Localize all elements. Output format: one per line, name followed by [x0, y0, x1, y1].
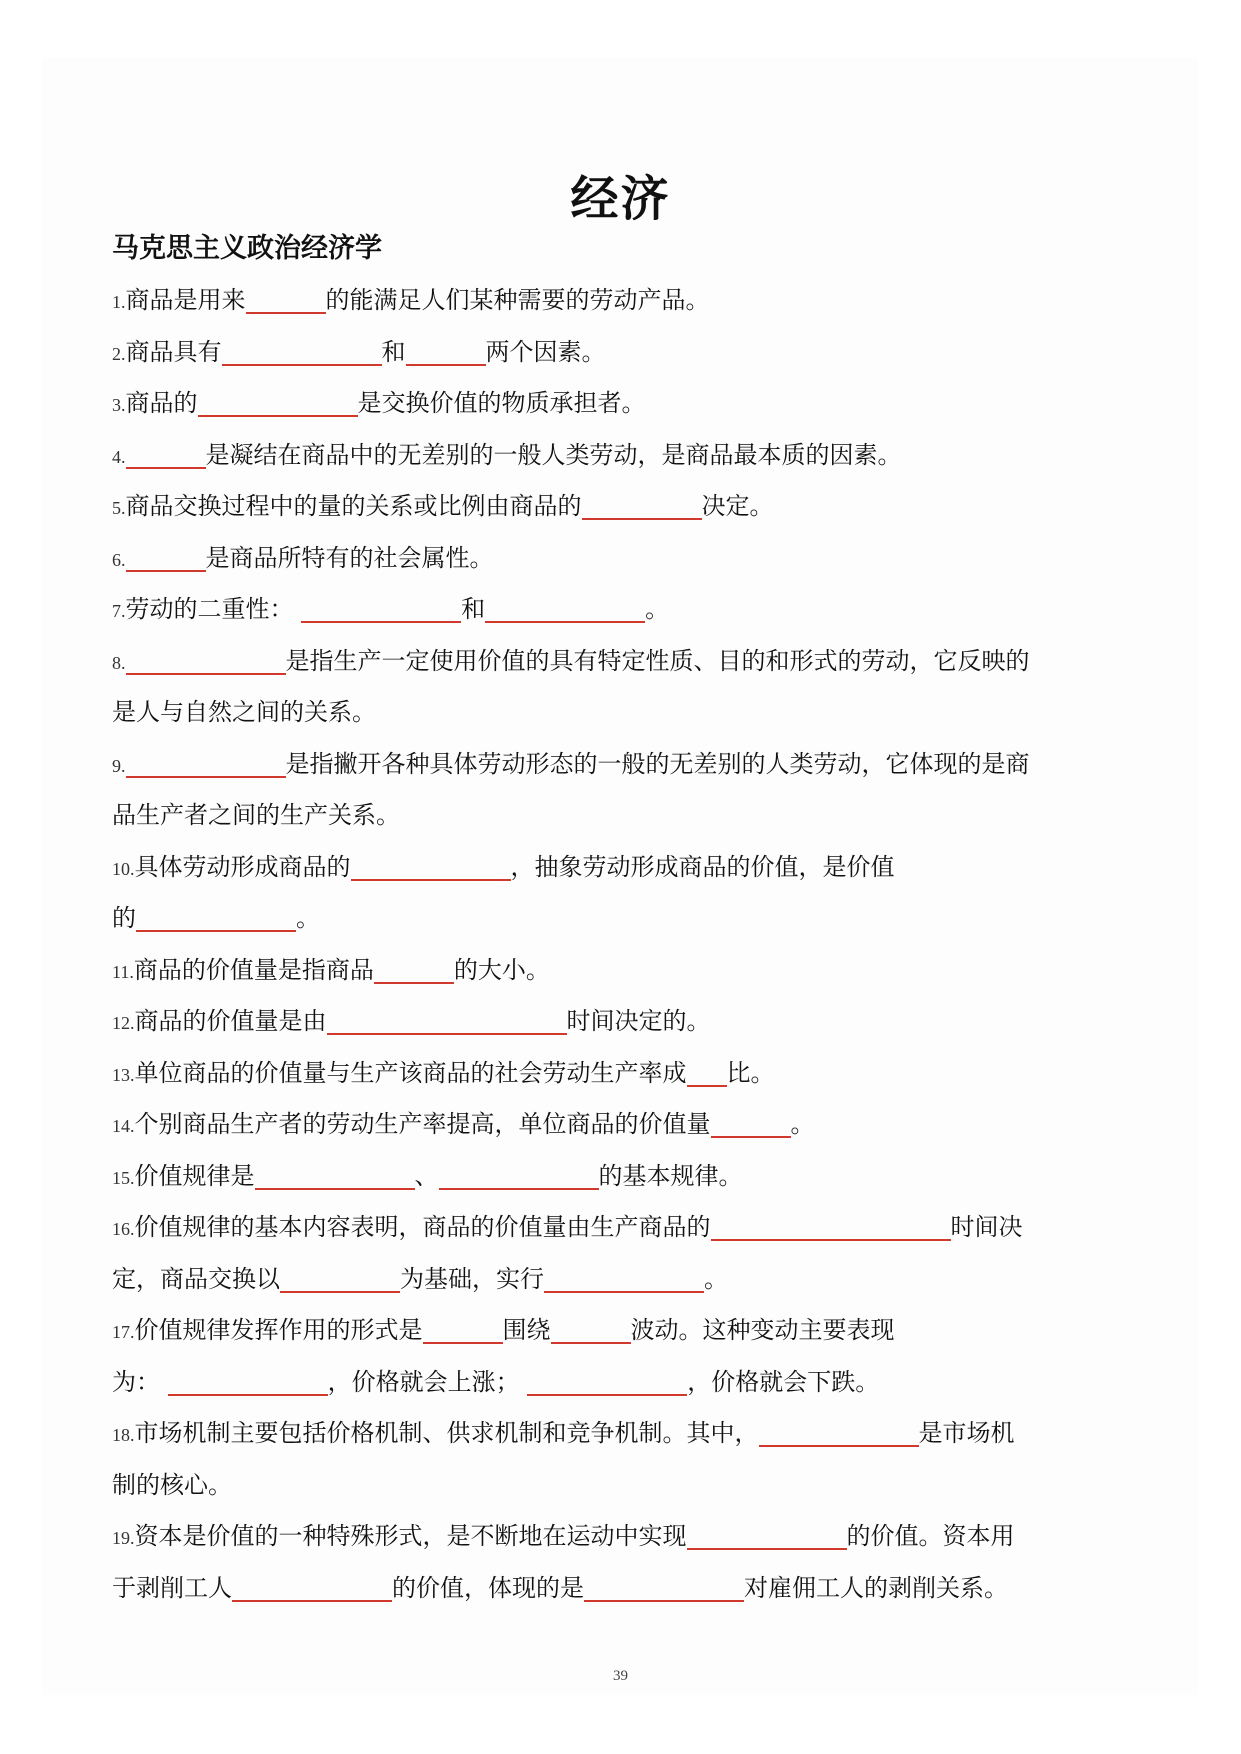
- fill-in-blank[interactable]: [222, 336, 382, 366]
- fill-in-blank[interactable]: [126, 748, 286, 778]
- question-text: 商品交换过程中的量的关系或比例由商品的: [125, 492, 582, 520]
- question-number: 1.: [112, 292, 126, 312]
- question-text: 的能满足人们某种需要的劳动产品。: [325, 286, 710, 314]
- text-line: [112, 1362, 1122, 1414]
- fill-in-blank[interactable]: [232, 1572, 392, 1602]
- fill-in-blank[interactable]: [439, 1160, 599, 1190]
- question-text: 的价值。资本用: [846, 1522, 1015, 1550]
- question-text: ，价格就会下跌。: [687, 1367, 880, 1396]
- question-text: 。: [790, 1110, 815, 1138]
- question-text: 两个因素。: [485, 337, 606, 366]
- question-text: 的大小。: [453, 955, 550, 984]
- question-text: 对雇佣工人的剥削关系。: [744, 1573, 1008, 1602]
- text-line: [112, 1001, 1122, 1053]
- question-number: 10.: [112, 858, 135, 879]
- text-line: [112, 641, 1122, 693]
- question-text: 制的核心。: [112, 1470, 232, 1499]
- question-text: 决定。: [701, 492, 774, 520]
- text-line: [112, 1568, 1122, 1620]
- question-number: 12.: [112, 1013, 135, 1033]
- question-text: 为：: [112, 1367, 168, 1396]
- fill-in-blank[interactable]: [406, 336, 486, 366]
- question-list: [112, 280, 1122, 1619]
- fill-in-blank[interactable]: [198, 387, 358, 417]
- question-text: ，价格就会上涨；: [327, 1367, 528, 1396]
- question-number: 6.: [112, 549, 126, 570]
- fill-in-blank[interactable]: [544, 1263, 704, 1293]
- fill-in-blank[interactable]: [255, 1160, 415, 1190]
- text-line: [112, 744, 1122, 796]
- question-text: 和: [461, 595, 486, 623]
- question-text: 波动。这种变动主要表现: [630, 1316, 895, 1344]
- fill-in-blank[interactable]: [759, 1417, 919, 1447]
- question-text: 个别商品生产者的劳动生产率提高，单位商品的价值量: [134, 1110, 711, 1138]
- question-text: 。: [645, 595, 670, 623]
- question-text: 是指撇开各种具体劳动形态的一般的无差别的人类劳动，它体现的是商: [285, 749, 1030, 778]
- text-line: [112, 383, 1122, 435]
- question-text: 围绕: [502, 1316, 551, 1344]
- text-line: [112, 692, 1122, 744]
- text-line: [112, 1104, 1122, 1156]
- text-line: [112, 950, 1122, 1002]
- question-text: 是商品所特有的社会属性。: [205, 543, 494, 572]
- fill-in-blank[interactable]: [551, 1314, 631, 1344]
- fill-in-blank[interactable]: [582, 490, 702, 520]
- question-text: 资本是价值的一种特殊形式，是不断地在运动中实现: [134, 1522, 687, 1550]
- question-number: 16.: [112, 1219, 135, 1239]
- question-text: 市场机制主要包括价格机制、供求机制和竞争机制。其中，: [134, 1419, 759, 1447]
- text-line: [112, 1053, 1122, 1105]
- text-line: [112, 795, 1122, 847]
- question-text: 为基础，实行: [400, 1264, 544, 1293]
- fill-in-blank[interactable]: [280, 1263, 400, 1293]
- fill-in-blank[interactable]: [126, 645, 286, 675]
- fill-in-blank[interactable]: [327, 1005, 567, 1035]
- question-text: 时间决: [950, 1213, 1023, 1241]
- question-text: 商品是用来: [125, 286, 246, 314]
- question-number: 11.: [112, 961, 134, 982]
- question-text: 。: [296, 904, 320, 932]
- text-line: [112, 898, 1122, 950]
- text-line: [112, 280, 1122, 332]
- question-text: 商品的价值量是由: [134, 1007, 327, 1035]
- question-text: 的价值，体现的是: [392, 1573, 584, 1602]
- question-text: 商品的: [125, 389, 198, 417]
- text-line: [112, 589, 1122, 641]
- question-text: 是交换价值的物质承担者。: [357, 389, 646, 417]
- fill-in-blank[interactable]: [301, 593, 461, 623]
- question-number: 2.: [112, 343, 126, 364]
- question-number: 13.: [112, 1064, 135, 1085]
- fill-in-blank[interactable]: [711, 1211, 951, 1241]
- text-line: [112, 486, 1122, 538]
- question-text: 。: [704, 1264, 728, 1293]
- text-line: [112, 1516, 1122, 1568]
- question-number: 8.: [112, 652, 126, 673]
- question-text: 的基本规律。: [598, 1161, 743, 1190]
- question-text: 商品具有: [125, 337, 222, 366]
- question-text: 价值规律的基本内容表明，商品的价值量由生产商品的: [134, 1213, 711, 1241]
- fill-in-blank[interactable]: [126, 439, 206, 469]
- text-line: [112, 538, 1122, 590]
- question-text: 价值规律发挥作用的形式是: [134, 1316, 423, 1344]
- question-text: 品生产者之间的生产关系。: [112, 801, 400, 829]
- question-number: 5.: [112, 498, 126, 518]
- question-number: 19.: [112, 1528, 135, 1548]
- question-number: 3.: [112, 395, 126, 415]
- fill-in-blank[interactable]: [711, 1108, 791, 1138]
- question-text: 时间决定的。: [566, 1007, 711, 1035]
- question-number: 7.: [112, 601, 126, 621]
- fill-in-blank[interactable]: [374, 954, 454, 984]
- fill-in-blank[interactable]: [168, 1366, 328, 1396]
- question-number: 9.: [112, 755, 126, 776]
- fill-in-blank[interactable]: [126, 542, 206, 572]
- question-number: 14.: [112, 1116, 135, 1136]
- text-line: [112, 1413, 1122, 1465]
- question-text: 单位商品的价值量与生产该商品的社会劳动生产率成: [134, 1058, 687, 1087]
- text-line: [112, 435, 1122, 487]
- question-text: 是指生产一定使用价值的具有特定性质、目的和形式的劳动，它反映的: [285, 646, 1030, 675]
- fill-in-blank[interactable]: [584, 1572, 744, 1602]
- text-line: [112, 1207, 1122, 1259]
- fill-in-blank[interactable]: [246, 284, 326, 314]
- text-line: [112, 332, 1122, 384]
- question-number: 4.: [112, 446, 126, 467]
- fill-in-blank[interactable]: [687, 1520, 847, 1550]
- fill-in-blank[interactable]: [136, 902, 296, 932]
- question-text: 劳动的二重性：: [125, 595, 302, 623]
- question-text: 价值规律是: [134, 1161, 255, 1190]
- question-text: 、: [414, 1161, 439, 1190]
- page-number: 39: [613, 1668, 628, 1684]
- text-line: [112, 1465, 1122, 1517]
- text-line: [112, 1310, 1122, 1362]
- fill-in-blank[interactable]: [351, 851, 511, 881]
- section-heading: 马克思主义政治经济学: [112, 233, 382, 264]
- page-title: 经济: [570, 171, 671, 228]
- text-line: [112, 1156, 1122, 1208]
- question-text: ，抽象劳动形成商品的价值，是价值: [510, 852, 895, 881]
- question-text: 的: [112, 904, 136, 932]
- question-text: 于剥削工人: [112, 1573, 232, 1602]
- question-number: 15.: [112, 1167, 135, 1188]
- question-text: 是凝结在商品中的无差别的一般人类劳动，是商品最本质的因素。: [205, 440, 902, 469]
- question-text: 具体劳动形成商品的: [134, 852, 351, 881]
- question-text: 是市场机: [918, 1419, 1015, 1447]
- fill-in-blank[interactable]: [527, 1366, 687, 1396]
- text-line: [112, 1259, 1122, 1311]
- fill-in-blank[interactable]: [423, 1314, 503, 1344]
- question-number: 18.: [112, 1425, 135, 1445]
- question-text: 是人与自然之间的关系。: [112, 698, 376, 726]
- fill-in-blank[interactable]: [485, 593, 645, 623]
- question-text: 定，商品交换以: [112, 1264, 280, 1293]
- question-text: 商品的价值量是指商品: [133, 955, 374, 984]
- question-number: 17.: [112, 1322, 135, 1342]
- fill-in-blank[interactable]: [687, 1057, 727, 1087]
- question-text: 和: [381, 337, 406, 366]
- text-line: [112, 847, 1122, 899]
- question-text: 比。: [726, 1058, 775, 1087]
